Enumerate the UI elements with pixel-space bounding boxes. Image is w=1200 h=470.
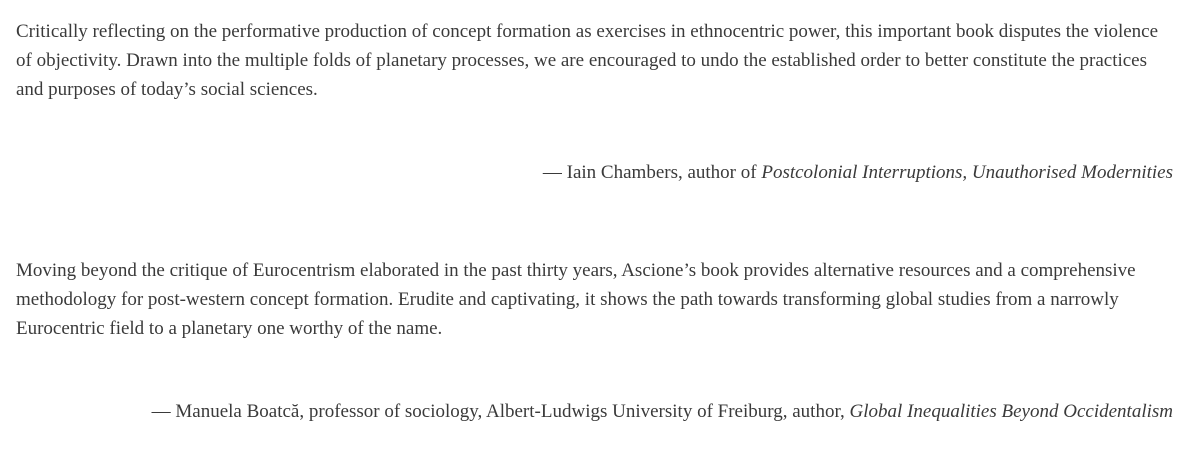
testimonial-attribution-2 bbox=[13, 397, 1173, 426]
testimonial-attribution-1 bbox=[543, 158, 1173, 187]
attribution-author-2: — Manuela Boatcă, professor of sociology, Albert-Ludwigs University of Freiburg, author, bbox=[151, 401, 850, 422]
testimonial-quote-2: Moving beyond the critique of Eurocentrism elaborated in the past thirty years, Ascione’s book provides alternative resources and a comprehensive methodology for post-western concept formation. Erudite and captivating, it shows the path towards transforming global studies from a narrowly Eurocentric field to a planetary one worthy of the name. bbox=[16, 260, 1136, 339]
attribution-author-1: — Iain Chambers, author of bbox=[542, 162, 762, 183]
testimonial-quote-1: Critically reflecting on the performative production of concept formation as exercises in ethnocentric power, this important book disputes the violence of objectivity. Drawn into the multiple folds of planetary processes, we are encouraged to undo the established order to better constitute the practices and purposes of today’s social sciences. bbox=[16, 21, 1159, 100]
attribution-work-title-1: Postcolonial Interruptions, Unauthorised Modernities bbox=[761, 162, 1173, 183]
attribution-work-title-2: Global Inequalities Beyond Occidentalism bbox=[849, 401, 1173, 422]
